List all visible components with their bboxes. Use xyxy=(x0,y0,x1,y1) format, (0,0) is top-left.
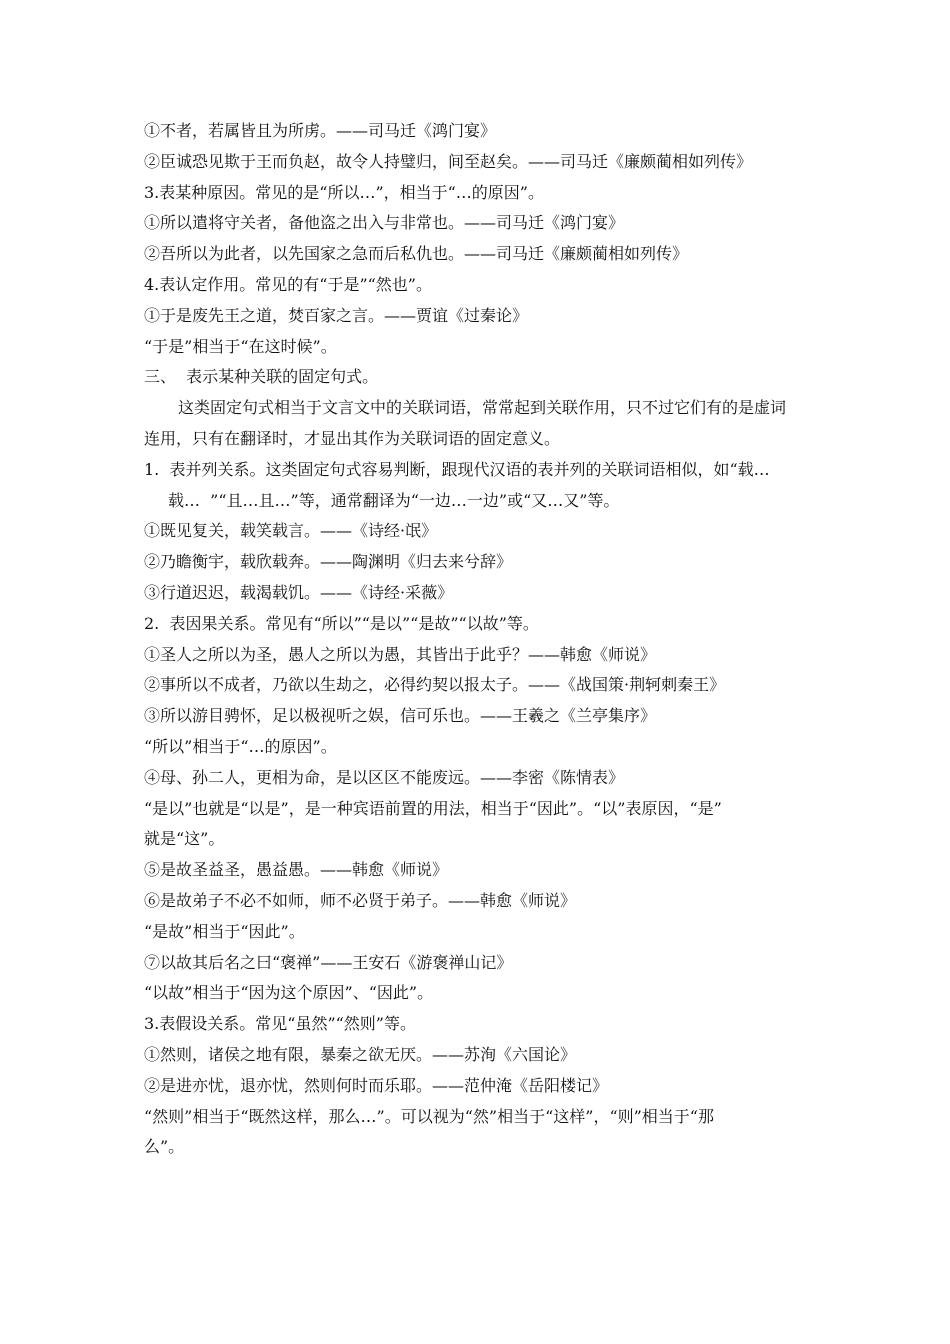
point-heading-continuation: 载… ”“且…且…”等，通常翻译为“一边…一边”或“又…又”等。 xyxy=(168,490,620,510)
explanation-line: “然则”相当于“既然这样，那么…”。可以视为“然”相当于“这样”，“则”相当于“那 xyxy=(144,1106,714,1126)
example-line: ③行道迟迟，载渴载饥。——《诗经·采薇》 xyxy=(144,582,454,602)
example-line: ①既见复关，载笑载言。——《诗经·氓》 xyxy=(144,521,438,541)
explanation-line: 就是“这”。 xyxy=(144,829,225,849)
explanation-line: “于是”相当于“在这时候”。 xyxy=(144,336,337,356)
example-line: ①不者，若属皆且为所虏。——司马迁《鸿门宴》 xyxy=(144,121,497,140)
example-line: ⑦以故其后名之曰“褒禅”——王安石《游褒禅山记》 xyxy=(144,952,513,972)
example-line: ③所以游目骋怀，足以极视听之娱，信可乐也。——王羲之《兰亭集序》 xyxy=(144,706,657,726)
explanation-line: “以故”相当于“因为这个原因”、“因此”。 xyxy=(144,983,434,1003)
section-heading: 三、 表示某种关联的固定句式。 xyxy=(144,367,379,387)
example-line: ⑥是故弟子不必不如师，师不必贤于弟子。——韩愈《师说》 xyxy=(144,890,577,910)
example-line: ②事所以不成者，乃欲以生劫之，必得约契以报太子。——《战国策·荆轲刺秦王》 xyxy=(144,675,726,695)
explanation-line: 么”。 xyxy=(144,1137,185,1157)
explanation-line: “是故”相当于“因此”。 xyxy=(144,921,305,941)
point-heading: 3.表某种原因。常见的是“所以…”，相当于“…的原因”。 xyxy=(144,182,544,202)
example-line: ②吾所以为此者，以先国家之急而后私仇也。——司马迁《廉颇蔺相如列传》 xyxy=(144,244,689,264)
point-heading: 1. 表并列关系。这类固定句式容易判断，跟现代汉语的表并列的关联词语相似，如“载… xyxy=(144,459,770,479)
example-line: ①于是废先王之道，焚百家之言。——贾谊《过秦论》 xyxy=(144,305,529,325)
point-heading: 4.表认定作用。常见的有“于是”“然也”。 xyxy=(144,274,432,294)
example-line: ①然则，诸侯之地有限，暴秦之欲无厌。——苏洵《六国论》 xyxy=(144,1044,577,1064)
point-heading: 2. 表因果关系。常见有“所以”“是以”“是故”“以故”等。 xyxy=(144,613,539,633)
example-line: ②乃瞻衡宇，载欣载奔。——陶渊明《归去来兮辞》 xyxy=(144,552,513,572)
point-heading: 3.表假设关系。常见“虽然”“然则”等。 xyxy=(144,1014,416,1034)
paragraph-line: 连用，只有在翻译时，才显出其作为关联词语的固定意义。 xyxy=(144,428,561,448)
explanation-line: “所以”相当于“…的原因”。 xyxy=(144,736,337,756)
example-line: ②是进亦忧，退亦忧，然则何时而乐耶。——范仲淹《岳阳楼记》 xyxy=(144,1075,609,1095)
document-body xyxy=(144,116,810,1163)
example-line: ①所以遣将守关者，备他盗之出入与非常也。——司马迁《鸿门宴》 xyxy=(144,213,625,233)
example-line: ①圣人之所以为圣，愚人之所以为愚，其皆出于此乎？——韩愈《师说》 xyxy=(144,644,657,664)
example-line: ②臣诚恐见欺于王而负赵，故令人持璧归，间至赵矣。——司马迁《廉颇蔺相如列传》 xyxy=(144,151,753,171)
paragraph-line: 这类固定句式相当于文言文中的关联词语，常常起到关联作用，只不过它们有的是虚词 xyxy=(178,398,787,418)
example-line: ④母、孙二人，更相为命，是以区区不能废远。——李密《陈情表》 xyxy=(144,767,625,787)
explanation-line: “是以”也就是“以是”，是一种宾语前置的用法，相当于“因此”。“以”表原因，“是” xyxy=(144,798,722,818)
example-line: ⑤是故圣益圣，愚益愚。——韩愈《师说》 xyxy=(144,860,449,880)
